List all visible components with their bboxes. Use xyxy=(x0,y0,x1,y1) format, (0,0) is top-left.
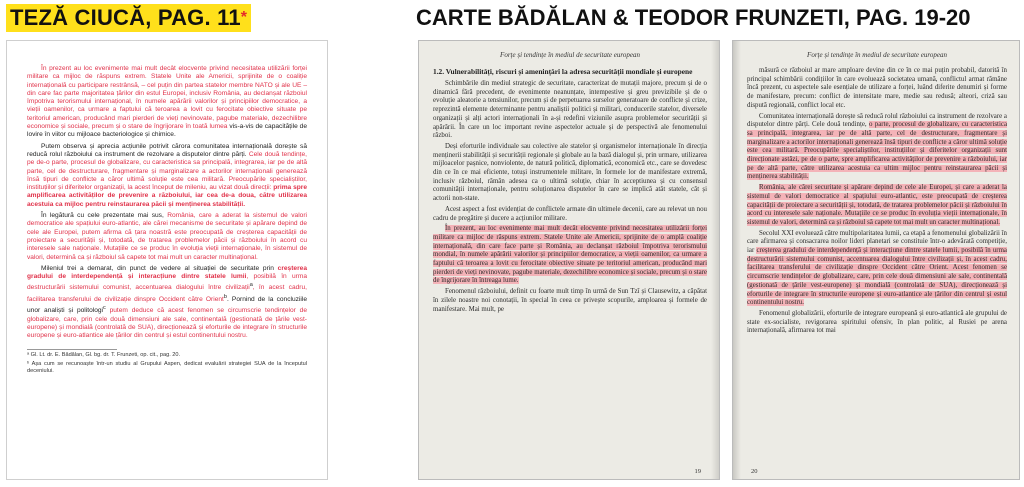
thesis-page xyxy=(6,40,328,480)
thesis-paragraph-1 xyxy=(27,65,307,140)
title-left-star: * xyxy=(240,9,248,26)
scan-b-page-number: 20 xyxy=(751,468,758,475)
thesis-p1-tail: vis-a-vis de capacitățile de lovire în viitor cu mijloace bacteriologice și chimice. xyxy=(27,123,308,139)
scan-b-p2-highlight: o parte, procesul de globalizare, cu caracteristica sa principală, integrarea, iar pe de altă parte, cel de destructurare, fragmentare și marginalizare a actorilor internaționali generează însă tipuri de conflicte a căror ultimă soluție este cea militară. Preocupările specialiștilor, instituțiilor și diferitelor organizații sunt direcționate astăzi, pe de o parte, spre amplificarea activităților de prevenire a războiului, iar pe de altă parte, către utilizarea acestuia ca ultim mijloc pentru reinstaurarea păcii și menținerea stabilității. xyxy=(747,121,1007,181)
scan-b-p2 xyxy=(747,113,1007,183)
thesis-p4-b: creșterea gradului de interdependență și interacțiune dintre statele lumii xyxy=(27,264,307,281)
thesis-paragraph-3 xyxy=(27,212,307,262)
thesis-p3-a: În legătură cu cele prezentate mai sus, xyxy=(41,212,168,220)
thesis-p4-a: Mileniul trei a demarat, din punct de vedere al situației de securitate prin xyxy=(41,264,278,272)
scan-b-p2-a: Comunitatea internațională dorește să reducă rolul războiului ca instrument de rezolvare a disputelor dintre părți. Cele două tendințe, xyxy=(747,112,1007,129)
scan-a-header: Forțe și tendințe în mediul de securitate european xyxy=(500,51,640,59)
scan-b-p4-a: Secolul XXI evoluează către multipolaritatea lumii, ca etapă a fenomenului globalizării în care afirmarea și consacrarea noilor lideri planetari se constituie într-o adevărată competiție, iar xyxy=(747,229,1007,255)
scan-b-header: Forțe și tendințe în mediul de securitate european xyxy=(807,51,947,59)
footnote-mark-a: a xyxy=(249,282,253,289)
scan-b-p3-highlight: România, ale cărei securitate și apărare depind de cele ale Europei, și care a aderat la sistemul de valori democratice al spațiului euro-atlantic, este preocupată de creșterea capacității de proiectare a securității și, totodată, de tratarea problemelor păcii și războiului în acord cu interesele sale naționale. Mutațiile ce se produc în evoluția vieții internaționale, în sistemul de valori, determină ca și războiul să capete tot mai mult un caracter multinațional. xyxy=(747,184,1007,226)
scan-b-p5: Fenomenul globalizării, eforturile de integrare europeană și euro-atlantică ale grupului de state ex-socialiste, revigorarea spiritului ofensiv, în plan politic, al Rusiei pe arena internațională, afirmarea tot mai xyxy=(747,309,1007,335)
footnote-divider xyxy=(27,349,117,350)
scan-a-p4-highlight: În prezent, au loc evenimente mai mult decât elocvente privind necesitatea utilizării forței militare ca mijloc de răspuns extrem. Statele Unite ale Americii, sprijinite de o amplă coaliție internațională, din care face parte și România, au declanșat războiul împotriva terorismului mondial, în numele apărării valorilor și principiilor democratice, a vieții oamenilor, ca urmare a faptului că teroarea a lovit cu ferocitate obiective situate pe teritoriul american, producând mari pierderi de vieți nevinovate, pagube materiale, dezechilibre economice și sociale, precum și o stare de îngrijorare în întreaga lume. xyxy=(433,225,707,285)
footnote-mark-b: b xyxy=(223,293,227,300)
footnote-2: ᵇ Așa cum se recunoaște într-un studiu al Grupului Aspen, dedicat evaluării strategiei SUA de la începutul deceniului. xyxy=(27,360,307,374)
title-left xyxy=(6,4,251,32)
thesis-p2-a: Putem observa și aprecia acțiunile potrivit cărora comunitatea internațională dorește să reducă rolul războiului ca instrument de rezolvare a disputelor dintre părți. xyxy=(27,142,307,158)
page-shadow xyxy=(733,41,741,479)
scan-a-heading: 1.2. Vulnerabilități, riscuri și amenințări la adresa securității mondiale și europene xyxy=(433,67,693,76)
title-right: CARTE BĂDĂLAN & TEODOR FRUNZETI, PAG. 19-20 xyxy=(416,5,971,30)
scan-b-p1: măsură ce războiul ar mare amploare devine din ce în ce mai puțin probabil, datorită în principal schimbării condițiilor în care evoluează societatea umană, conflictul armat rămâne încă prezent, cu aspectele sale esențiale de utilizare a forței, luând diferite denumiri și forme de manifestare, precum: conflict de intensitate mare, medie sau redusă; alteori, criză sau dispută regională, conflict local etc. xyxy=(747,67,1007,109)
scan-a-p2: Deși eforturile individuale sau colective ale statelor și organismelor internaționale în direcția menținerii stabilității și securității regionale și globale au la bază dialogul și, prin urmare, utilizarea mijloacelor pașnice, nonviolente, de natură politică, diplomatică, economică etc., care se dovedesc din ce în ce mai eficiente, totuși instrumentele militare, în formele lor de manifestare extremă, inclusiv războiul, rămân adesea ca o ultimă soluție, chiar în acceptiunea și cu consensul comunității internaționale, pentru soluționarea disputelor în care se implică atât statele, cât și actorii non-state. xyxy=(433,142,707,203)
scan-a-p1: Schimbările din mediul strategic de securitate, caracterizat de mutații majore, precum și de o dinamică fără precedent, de evenimente neanunțate, intempestive și greu previzibile și de o evoluție aleatorie a tensiunilor, precum și de perpetuarea surselor generatoare de conflicte și crize, reprezintă elemente determinante pentru analiștii politici și militari, conducerile statelor, diversele organizații și alți actori internaționali în a-și redefini viziunile asupra problemelor securității și apărării. În care un loc important revine aspectelor actuale și de perspectivă ale fenomenului război. xyxy=(433,80,707,140)
thesis-p4-i: putem deduce că acest fenomen se circumscrie tendințelor de globalizare, care, prin cele două dimensiuni ale sale, continentală (gestionată de țările vest-europene) și mondială (controlată de SUA), direcționează și eforturile de integrare în structurile europene și euro-atlantice ale țărilor din centrul și estul continentului nostru. xyxy=(27,307,307,340)
scan-b-p3 xyxy=(747,184,1007,228)
scan-a-p4 xyxy=(433,225,707,286)
footnote-mark-c: c xyxy=(103,305,106,312)
thesis-p4-e: , în acest cadru, facilitarea transferului de civilizație dinspre Occident către Orient xyxy=(27,284,307,304)
thesis-p4-c: , posibilă în urma destructurării sistemului comunist, accentuarea dialogului între civilizații xyxy=(27,273,307,292)
thesis-paragraph-4 xyxy=(27,265,307,341)
thesis-p2-c: prima spre amplificarea activităților de prevenire a războiului, iar cea de-a doua, către utilizarea acestuia ca mijloc pentru reinstaurarea păcii și menținerea stabilității. xyxy=(27,184,308,208)
thesis-p3-b: România, care a aderat la sistemul de valori democratice ale spațiului euro-atlantic, ale cărei mecanisme de securitate și apărare depind de cele ale Europei, putem afirma că țara noastră este preocupată de creșterea capacității de proiectare a securității și, totodată, de tratarea problemelor păcii și războiului în acord cu interesele sale naționale. Mutațiile ce se produc în evoluția vieții internaționale, în sistemul de valori, determină ca și războiul să capete tot mai mult un caracter multinațional. xyxy=(27,212,308,261)
scan-b-p4 xyxy=(747,230,1007,308)
scan-a-p5: Fenomenul războiului, definit cu foarte mult timp în urmă de Sun Tzî și Clausewitz, a căpătat în zilele noastre noi conotații, în special în ceea ce privește scopurile, amploarea și formele de manifestare. Mai mult, pe xyxy=(433,288,707,313)
footnote-1: ᵃ Gl. Lt. dr. E. Bădălan, Gl. bg. dr. T. Frunzeti, op. cit., pag. 20. xyxy=(27,351,181,358)
scan-b-p4-highlight: creșterea gradului de interdependență și interacțiune dintre statele lumii, posibilă în urma destructurării sistemului comunist, accentuarea dialogului între civilizații și, în acest cadru, facilitarea transferului de civilizație dinspre Occident către Orient. Acest fenomen se circumscrie tendințelor de globalizare, care, prin cele două dimensiuni ale sale, continentală (gestionată de țările vest-europene) și mondială (controlată de SUA), direcționează și eforturile de integrare în structurile europene și euro-atlantice ale țărilor din centrul și estul continentului nostru. xyxy=(747,247,1007,307)
scan-page-20 xyxy=(732,40,1020,480)
thesis-p1-highlight: În prezent au loc evenimente mai mult decât elocvente privind necesitatea utilizării forței militare ca mijloc de răspuns extrem. Statele Unite ale Americii, sprijinite de o coaliție internațională cu participare restrânsă, – cel puțin din partea statelor membre NATO și ale UE – din care fac parte majoritatea țărilor din estul Europei, inclusiv România, au declanșat războiul împotriva terorismului internațional, în numele apărării valorilor și principiilor democratice, a vieții oamenilor, ca urmare a faptului că teroarea a lovit cu ferocitate obiective situate pe teritoriul american, producând mari pierderi de vieți nevinovate, pagube materiale, dezechilibre economice și sociale, precum și o stare de îngrijorare în toată lumea xyxy=(27,65,307,131)
thesis-paragraph-2 xyxy=(27,143,307,209)
page-shadow xyxy=(711,41,719,479)
scan-page-19 xyxy=(418,40,720,480)
scan-a-page-number: 19 xyxy=(694,468,701,475)
thesis-p2-b: Cele două tendințe, pe de-o parte, procesul de globalizare, cu caracteristica sa principală, integrarea, iar pe de altă parte, cel de destructurare, fragmentare și marginalizare a actorilor internaționali generează însă tipuri de conflicte a căror ultimă soluție este cea militară. Preocupările specialiștilor, instituțiilor și diferitelor organizații, la acest început de mileniu, au vizat două direcții: xyxy=(27,150,307,192)
title-left-text: TEZĂ CIUCĂ, PAG. 11 xyxy=(10,5,241,30)
scan-a-p3: Acest aspect a fost evidențiat de conflictele armate din ultimele decenii, care au relevat un nou cadru de pregătire și ducere a acțiunilor militare. xyxy=(433,205,707,222)
thesis-p4-g: . Pornind de la concluziile unor analiști și politologi xyxy=(27,296,308,315)
